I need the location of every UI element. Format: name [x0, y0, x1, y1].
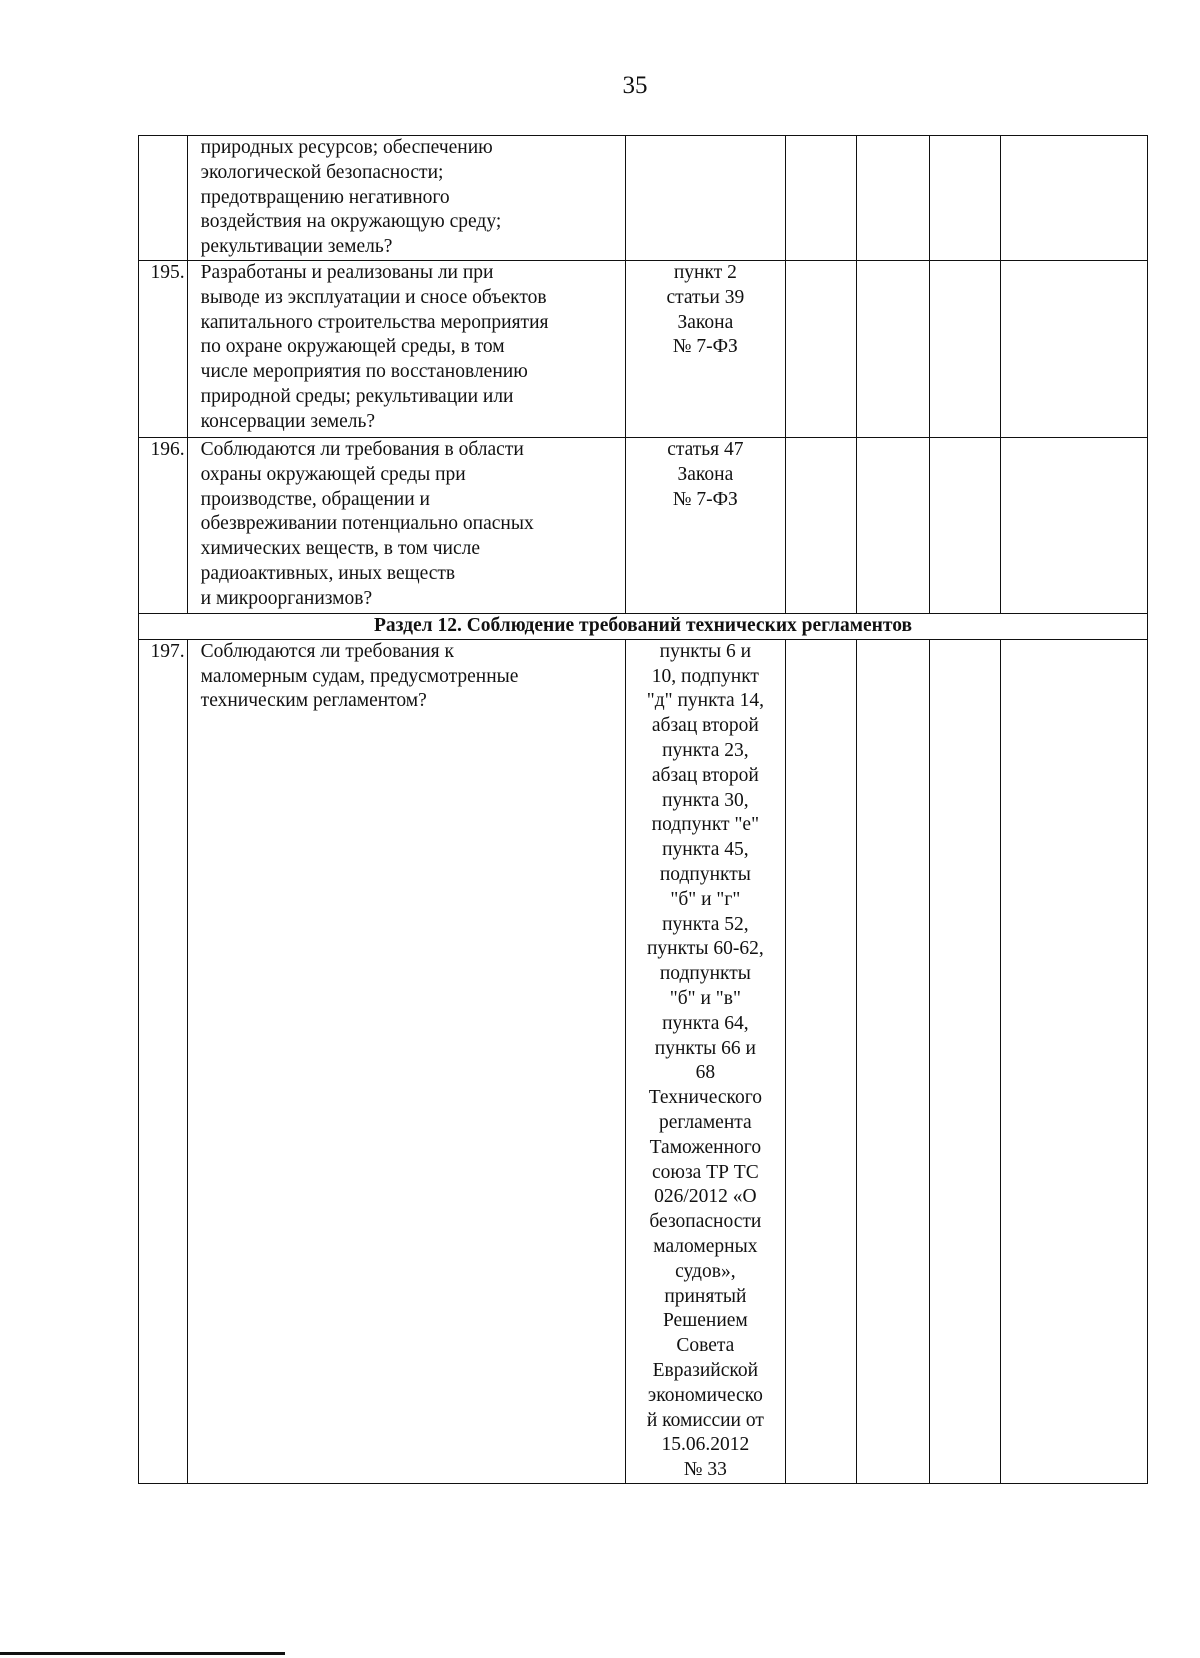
reference-line: пункта 23,	[662, 739, 749, 761]
reference-line: № 7-ФЗ	[672, 336, 738, 358]
answer-na-cell	[929, 639, 1000, 1483]
reference-line: пункта 30,	[662, 789, 749, 811]
row-number-cell	[139, 136, 188, 261]
footer-rule	[0, 1652, 285, 1655]
reference-cell	[625, 136, 785, 261]
answer-na-cell	[929, 438, 1000, 614]
reference-line: Закона	[677, 311, 734, 333]
reference-line: й комиссии от	[646, 1409, 764, 1431]
checklist-table	[138, 135, 1148, 1484]
reference-line: 026/2012 «О	[654, 1186, 757, 1208]
row-number-cell: 195.	[139, 261, 188, 438]
reference-line: статья 47	[667, 439, 744, 460]
section-heading-row	[139, 614, 1148, 640]
reference-line: экономическо	[647, 1384, 763, 1406]
question-line: выводе из эксплуатации и сносе объектов	[200, 286, 547, 308]
question-line: по охране окружающей среды, в том	[200, 336, 505, 358]
reference-cell	[625, 639, 785, 1483]
question-line: производстве, обращении и	[200, 488, 430, 510]
answer-yes-cell	[785, 136, 856, 261]
question-line: воздействия на окружающую среду;	[200, 211, 502, 233]
reference-line: Закона	[677, 463, 734, 485]
reference-line: пункты 66 и	[654, 1037, 756, 1059]
table-row-195	[139, 261, 1148, 438]
reference-line: пункта 52,	[662, 913, 749, 935]
notes-cell	[1000, 438, 1147, 614]
reference-line: пункта 45,	[662, 839, 749, 861]
question-line: предотвращению негативного	[200, 186, 450, 208]
reference-line: пункта 64,	[662, 1012, 749, 1034]
answer-yes-cell	[785, 639, 856, 1483]
answer-yes-cell	[785, 261, 856, 438]
question-line: Разработаны и реализованы ли при	[200, 262, 494, 283]
reference-line: Совета	[676, 1335, 735, 1357]
reference-line: безопасности	[649, 1211, 762, 1233]
question-cell	[187, 639, 625, 1483]
row-number-cell: 196.	[139, 438, 188, 614]
notes-cell	[1000, 639, 1147, 1483]
question-line: капитального строительства мероприятия	[200, 311, 549, 333]
reference-line: абзац второй	[651, 715, 759, 737]
question-line: Соблюдаются ли требования к	[200, 640, 454, 662]
question-cell	[187, 136, 625, 261]
table-row-continuation	[139, 136, 1148, 261]
table-row-196	[139, 438, 1148, 614]
reference-line: пункты 60-62,	[647, 938, 764, 960]
reference-line: подпункт "е"	[651, 814, 760, 836]
question-line: консервации земель?	[200, 410, 376, 432]
reference-line: судов»,	[675, 1260, 736, 1282]
section-title: Раздел 12. Соблюдение требований технических регламентов	[139, 614, 1148, 640]
reference-line: 68	[695, 1062, 716, 1084]
reference-line: принятый	[664, 1285, 747, 1307]
row-number-cell: 197.	[139, 639, 188, 1483]
question-line: рекультивации земель?	[200, 236, 393, 258]
notes-cell	[1000, 261, 1147, 438]
answer-no-cell	[856, 261, 929, 438]
question-line: химических веществ, в том числе	[200, 538, 481, 560]
reference-line: абзац второй	[651, 764, 759, 786]
question-line: радиоактивных, иных веществ	[200, 562, 456, 584]
reference-line: № 7-ФЗ	[672, 488, 738, 510]
question-line: обезвреживании потенциально опасных	[200, 513, 534, 535]
reference-cell	[625, 261, 785, 438]
reference-line: Технического	[648, 1087, 762, 1109]
reference-line: подпункты	[659, 963, 751, 985]
question-line: числе мероприятия по восстановлению	[200, 361, 528, 383]
reference-line: подпункты	[659, 863, 751, 885]
question-line: природных ресурсов; обеспечению	[200, 137, 493, 158]
reference-line: регламента	[659, 1111, 752, 1133]
reference-line: пункт 2	[673, 262, 737, 283]
question-line: экологической безопасности;	[200, 161, 444, 183]
reference-cell	[625, 438, 785, 614]
question-line: природной среды; рекультивации или	[200, 385, 514, 407]
reference-line: Таможенного	[649, 1136, 762, 1158]
reference-line: маломерных	[653, 1235, 758, 1257]
question-line: маломерным судам, предусмотренные	[200, 665, 519, 687]
reference-line: "д" пункта 14,	[646, 690, 764, 712]
question-line: Соблюдаются ли требования в области	[200, 439, 524, 460]
reference-line: статьи 39	[666, 286, 745, 308]
reference-line: 10, подпункт	[651, 665, 759, 687]
answer-na-cell	[929, 136, 1000, 261]
answer-no-cell	[856, 639, 929, 1483]
answer-no-cell	[856, 136, 929, 261]
question-cell	[187, 438, 625, 614]
reference-line: пункты 6 и	[659, 640, 752, 662]
reference-line: Евразийской	[652, 1359, 759, 1381]
question-line: техническим регламентом?	[200, 690, 427, 712]
question-cell	[187, 261, 625, 438]
reference-line: "б" и "в"	[669, 987, 741, 1009]
question-line: охраны окружающей среды при	[200, 463, 466, 485]
reference-line: союза ТР ТС	[651, 1161, 759, 1183]
notes-cell	[1000, 136, 1147, 261]
answer-na-cell	[929, 261, 1000, 438]
reference-line: 15.06.2012	[661, 1434, 750, 1456]
page-number: 35	[622, 72, 648, 99]
answer-yes-cell	[785, 438, 856, 614]
reference-line: "б" и "г"	[670, 888, 741, 910]
reference-line: № 33	[683, 1459, 727, 1481]
table-row-197	[139, 639, 1148, 1483]
answer-no-cell	[856, 438, 929, 614]
reference-line: Решением	[662, 1310, 748, 1332]
question-line: и микроорганизмов?	[200, 587, 373, 609]
